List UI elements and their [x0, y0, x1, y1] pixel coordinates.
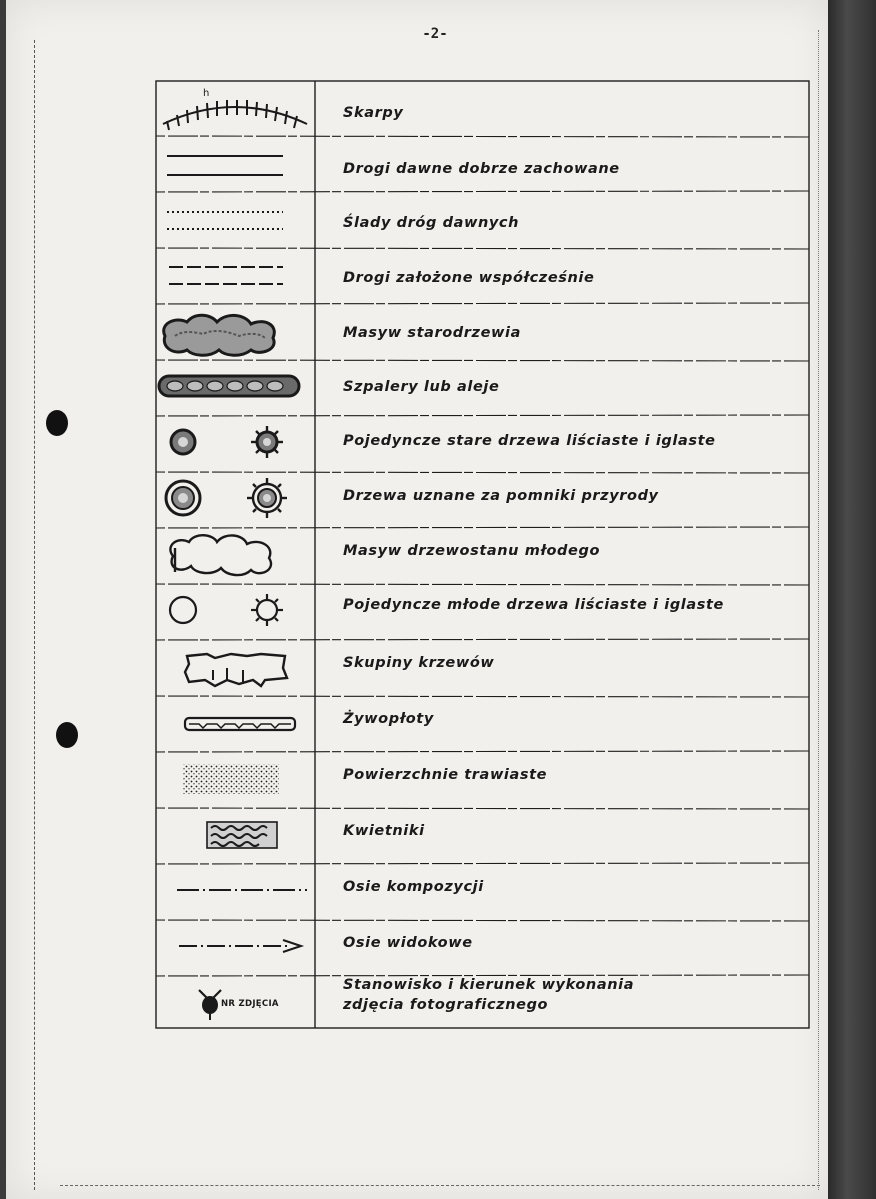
double-dotted-line-icon — [155, 194, 315, 250]
legend-symbol — [155, 640, 315, 696]
tree-row-icon — [155, 358, 315, 414]
legend-symbol — [155, 750, 315, 806]
page-number: -2- — [422, 26, 448, 42]
legend-symbol — [155, 248, 315, 304]
legend-symbol — [155, 862, 315, 918]
flower-bed-icon — [155, 806, 315, 862]
legend-symbol — [155, 304, 315, 360]
slope-hachure-icon — [155, 82, 315, 138]
photo-number-stamp: NR ZDJĘCIA — [221, 999, 279, 1009]
legend-label-continued: zdjęcia fotograficznego — [343, 997, 549, 1013]
legend-symbol — [155, 582, 315, 638]
punch-hole — [56, 722, 78, 748]
svg-text:h: h — [203, 88, 210, 99]
legend-label: Masyw drzewostanu młodego — [343, 543, 601, 559]
hedge-icon — [155, 696, 315, 752]
punch-hole — [46, 410, 68, 436]
legend-symbol — [155, 82, 315, 138]
legend-label: Kwietniki — [343, 823, 425, 839]
legend-symbol — [155, 696, 315, 752]
shrub-group-icon — [155, 640, 315, 696]
old-deciduous-conifer-tree-icon — [155, 414, 315, 470]
legend-label: Drzewa uznane za pomniki przyrody — [343, 488, 659, 504]
left-margin-line — [34, 40, 35, 1190]
scan-edge — [828, 0, 876, 1199]
legend-label: Szpalery lub aleje — [343, 379, 500, 395]
legend-symbol — [155, 194, 315, 250]
legend-label: Ślady dróg dawnych — [343, 215, 520, 231]
old-tree-mass-icon — [155, 304, 315, 360]
legend-symbol — [155, 974, 315, 1030]
legend-label: Pojedyncze młode drzewa liściaste i iglaste — [343, 597, 724, 613]
legend-label: Skupiny krzewów — [343, 655, 495, 671]
legend-label: Osie kompozycji — [343, 879, 484, 895]
view-axis-arrow-icon — [155, 918, 315, 974]
legend-label: Masyw starodrzewia — [343, 325, 521, 341]
grass-area-icon — [155, 750, 315, 806]
legend-label: Pojedyncze stare drzewa liściaste i iglaste — [343, 433, 716, 449]
bottom-margin-line — [60, 1185, 820, 1186]
legend-symbol — [155, 470, 315, 526]
double-solid-line-icon — [155, 138, 315, 194]
legend-table — [155, 80, 810, 1030]
legend-symbol — [155, 414, 315, 470]
legend-symbol — [155, 138, 315, 194]
legend-symbol — [155, 918, 315, 974]
young-stand-mass-icon — [155, 526, 315, 582]
natural-monument-tree-icon — [155, 470, 315, 526]
legend-label: Drogi dawne dobrze zachowane — [343, 161, 620, 177]
double-dashed-line-icon — [155, 248, 315, 304]
right-margin-line — [818, 30, 819, 1190]
legend-label: Skarpy — [343, 105, 404, 121]
composition-axis-icon — [155, 862, 315, 918]
legend-symbol — [155, 526, 315, 582]
young-deciduous-conifer-tree-icon — [155, 582, 315, 638]
legend-label: Osie widokowe — [343, 935, 473, 951]
legend-symbol — [155, 806, 315, 862]
legend-label: Powierzchnie trawiaste — [343, 767, 548, 783]
legend-label: Stanowisko i kierunek wykonania — [343, 977, 635, 993]
legend-symbol — [155, 358, 315, 414]
legend-label: Drogi założone współcześnie — [343, 270, 595, 286]
legend-label: Żywopłoty — [343, 711, 434, 727]
